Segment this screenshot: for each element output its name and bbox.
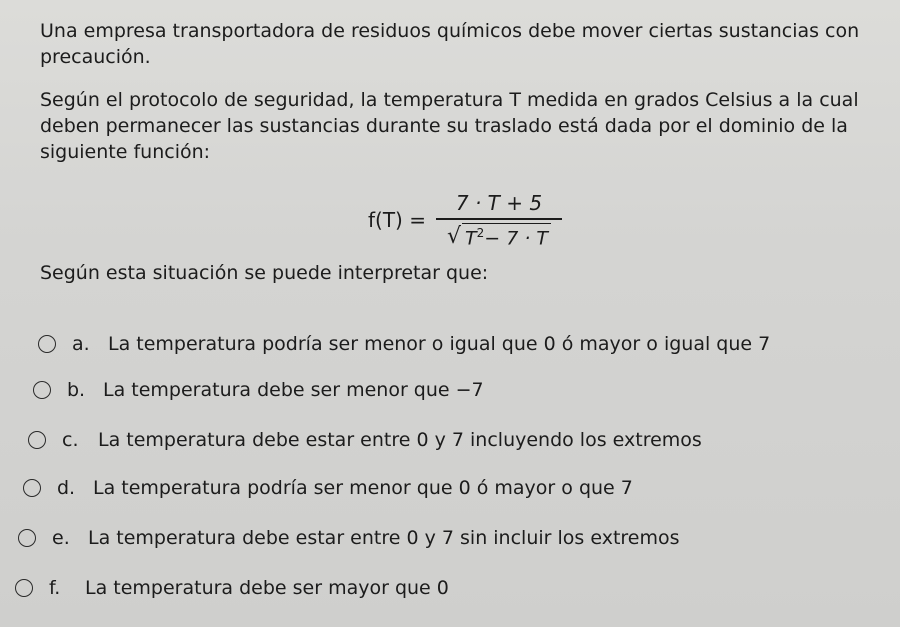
option-text: La temperatura debe estar entre 0 y 7 sin incluir los extremos (88, 527, 680, 549)
option-text: La temperatura debe ser mayor que 0 (85, 577, 449, 599)
option-letter: f. (49, 577, 61, 599)
option-text: La temperatura debe estar entre 0 y 7 incluyendo los extremos (98, 429, 702, 451)
formula-lhs: f(T) = (368, 208, 426, 232)
option-a[interactable] (38, 333, 770, 355)
option-e[interactable] (18, 527, 680, 549)
option-text: La temperatura podría ser menor o igual que 0 ó mayor o igual que 7 (108, 333, 771, 355)
formula-fraction (436, 191, 562, 249)
radio-button[interactable] (38, 335, 56, 353)
question-intro: Una empresa transportadora de residuos químicos debe mover ciertas sustancias con precaución. (40, 20, 860, 68)
option-f[interactable] (15, 577, 449, 599)
option-letter: e. (52, 527, 70, 549)
option-letter: c. (62, 429, 79, 451)
question-prompt: Según esta situación se puede interpretar que: (40, 262, 489, 284)
radio-button[interactable] (15, 579, 33, 597)
formula-numerator: 7 · T + 5 (455, 190, 543, 215)
radio-button[interactable] (33, 381, 51, 399)
option-b[interactable] (33, 379, 484, 401)
option-letter: a. (72, 333, 90, 355)
option-text: La temperatura podría ser menor que 0 ó mayor o que 7 (93, 477, 633, 499)
radio-button[interactable] (18, 529, 36, 547)
option-d[interactable] (23, 477, 633, 499)
radio-button[interactable] (23, 479, 41, 497)
radicand-base: T (464, 227, 477, 250)
radicand-exponent: 2 (476, 225, 485, 240)
formula-radicand (462, 223, 551, 249)
option-letter: b. (67, 379, 86, 401)
formula-denominator (447, 220, 551, 249)
radical-sign: √ (446, 224, 461, 250)
radio-button[interactable] (28, 431, 46, 449)
question-context: Según el protocolo de seguridad, la temperatura T medida en grados Celsius a la cual deben permanecer las sustancias durante su traslado está dada por el dominio de la siguiente función: (40, 89, 859, 163)
function-formula (368, 188, 562, 252)
radicand-rest: − 7 · T (484, 227, 549, 250)
option-c[interactable] (28, 429, 702, 451)
option-text: La temperatura debe ser menor que −7 (103, 379, 484, 401)
option-letter: d. (57, 477, 76, 499)
